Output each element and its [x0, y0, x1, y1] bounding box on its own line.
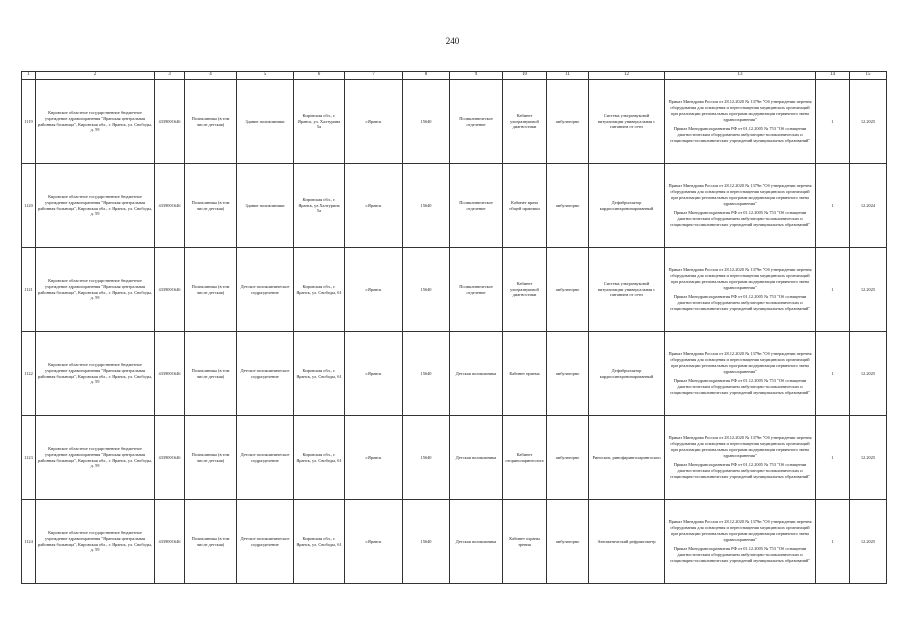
facility-type-cell: Поликлиника (в том числе детская) — [185, 164, 237, 248]
equipment-cell: Система ультразвуковой визуализации универсальная с питанием от сети — [589, 248, 665, 332]
deadline-cell: 12.2025 — [850, 332, 887, 416]
quantity-cell: 1 — [816, 332, 850, 416]
oktmo-cell: 15640 — [403, 416, 450, 500]
row-number: 1123 — [22, 416, 36, 500]
column-header: 9 — [450, 72, 503, 80]
page-number: 240 — [445, 36, 460, 46]
equipment-cell: Дефибриллятор кардиосинхронизированный — [589, 164, 665, 248]
column-header: 15 — [850, 72, 887, 80]
room-cell: Кабинет врача общей практики — [503, 164, 547, 248]
deadline-cell: 12.2025 — [850, 500, 887, 584]
regulation-order-753: Приказ Минздравсоцразвития РФ от 01.12.2005 № 753 "Об оснащении диагностическим оборудованием амбулаторно-поликлинических и стационарно-поликлинических учреждений муниципальных образований" — [669, 210, 811, 227]
equipment-cell: Автоматический рефрактометр — [589, 500, 665, 584]
oktmo-cell: 15640 — [403, 164, 450, 248]
regulation-order-753: Приказ Минздравсоцразвития РФ от 01.12.2005 № 753 "Об оснащении диагностическим оборудованием амбулаторно-поликлинических и стационарно-поликлинических учреждений муниципальных образований" — [669, 294, 811, 311]
quantity-cell: 1 — [816, 416, 850, 500]
column-header: 4 — [185, 72, 237, 80]
column-header: 7 — [345, 72, 403, 80]
equipment-cell: Система ультразвуковой визуализации универсальная с питанием от сети — [589, 80, 665, 164]
quantity-cell: 1 — [816, 80, 850, 164]
inn-cell: 4339001646 — [155, 500, 185, 584]
address-cell: Кировская обл., г. Яранск, ул. Свободы, 61 — [294, 248, 345, 332]
room-cell: Кабинет оториноларинголога — [503, 416, 547, 500]
inn-cell: 4339001646 — [155, 80, 185, 164]
regulation-order-1379n: Приказ Минздрава России от 28.12.2020 № 1379н "Об утверждении перечня оборудования для оснащения и переоснащения медицинских организаций при реализации региональных программ модернизации первичного звена здравоохранения" — [668, 267, 812, 290]
facility-type-cell: Поликлиника (в том числе детская) — [185, 500, 237, 584]
locality-cell: г.Яранск — [345, 164, 403, 248]
address-cell: Кировская обл., г. Яранск, ул. Свободы, 61 — [294, 332, 345, 416]
building-cell: Здание поликлиники — [237, 164, 294, 248]
regulation-cell — [665, 500, 816, 584]
care-type-cell: амбулаторно — [547, 416, 589, 500]
equipment-cell: Дефибриллятор кардиосинхронизированный — [589, 332, 665, 416]
column-header: 13 — [665, 72, 816, 80]
regulation-cell — [665, 416, 816, 500]
regulation-cell — [665, 164, 816, 248]
regulation-order-753: Приказ Минздравсоцразвития РФ от 01.12.2005 № 753 "Об оснащении диагностическим оборудованием амбулаторно-поликлинических и стационарно-поликлинических учреждений муниципальных образований" — [669, 462, 811, 479]
facility-type-cell: Поликлиника (в том числе детская) — [185, 416, 237, 500]
department-cell: Детская поликлиника — [450, 500, 503, 584]
locality-cell: г.Яранск — [345, 500, 403, 584]
quantity-cell: 1 — [816, 164, 850, 248]
facility-type-cell: Поликлиника (в том числе детская) — [185, 248, 237, 332]
column-header: 8 — [403, 72, 450, 80]
building-cell: Детское поликлиническое подразделение — [237, 248, 294, 332]
column-header: 3 — [155, 72, 185, 80]
care-type-cell: амбулаторно — [547, 164, 589, 248]
organization-cell: Кировское областное государственное бюджетное учреждение здравоохранения "Яранская центральная районная больница", Кировская обл., г. Яранск, ул. Свободы, д. 59 — [36, 500, 155, 584]
regulation-order-753: Приказ Минздравсоцразвития РФ от 01.12.2005 № 753 "Об оснащении диагностическим оборудованием амбулаторно-поликлинических и стационарно-поликлинических учреждений муниципальных образований" — [669, 378, 811, 395]
deadline-cell: 12.2025 — [850, 416, 887, 500]
regulation-order-1379n: Приказ Минздрава России от 28.12.2020 № 1379н "Об утверждении перечня оборудования для оснащения и переоснащения медицинских организаций при реализации региональных программ модернизации первичного звена здравоохранения" — [668, 519, 812, 542]
row-number: 1120 — [22, 164, 36, 248]
department-cell: Детская поликлиника — [450, 332, 503, 416]
department-cell: Детская поликлиника — [450, 416, 503, 500]
table-row — [22, 248, 887, 332]
oktmo-cell: 15640 — [403, 332, 450, 416]
row-number: 1122 — [22, 332, 36, 416]
address-cell: Кировская обл., г. Яранск, ул. Халтурина 5а — [294, 80, 345, 164]
building-cell: Детское поликлиническое подразделение — [237, 416, 294, 500]
building-cell: Детское поликлиническое подразделение — [237, 500, 294, 584]
care-type-cell: амбулаторно — [547, 500, 589, 584]
room-cell: Кабинет ультразвуковой диагностики — [503, 80, 547, 164]
organization-cell: Кировское областное государственное бюджетное учреждение здравоохранения "Яранская центральная районная больница", Кировская обл., г. Яранск, ул. Свободы, д. 59 — [36, 416, 155, 500]
regulation-cell — [665, 332, 816, 416]
inn-cell: 4339001646 — [155, 332, 185, 416]
table-row — [22, 80, 887, 164]
column-header: 6 — [294, 72, 345, 80]
regulation-order-753: Приказ Минздравсоцразвития РФ от 01.12.2005 № 753 "Об оснащении диагностическим оборудованием амбулаторно-поликлинических и стационарно-поликлинических учреждений муниципальных образований" — [669, 126, 811, 143]
care-type-cell: амбулаторно — [547, 248, 589, 332]
oktmo-cell: 15640 — [403, 500, 450, 584]
column-header: 11 — [547, 72, 589, 80]
room-cell: Кабинет приема — [503, 332, 547, 416]
locality-cell: г.Яранск — [345, 332, 403, 416]
column-header: 12 — [589, 72, 665, 80]
deadline-cell: 12.2024 — [850, 164, 887, 248]
inn-cell: 4339001646 — [155, 164, 185, 248]
address-cell: Кировская обл., г. Яранск, ул. Свободы, 61 — [294, 500, 345, 584]
column-header: 2 — [36, 72, 155, 80]
table-row — [22, 416, 887, 500]
department-cell: Поликлиническое отделение — [450, 80, 503, 164]
regulation-order-1379n: Приказ Минздрава России от 28.12.2020 № 1379н "Об утверждении перечня оборудования для оснащения и переоснащения медицинских организаций при реализации региональных программ модернизации первичного звена здравоохранения" — [668, 351, 812, 374]
equipment-registry-table — [21, 71, 887, 584]
care-type-cell: амбулаторно — [547, 80, 589, 164]
facility-type-cell: Поликлиника (в том числе детская) — [185, 332, 237, 416]
locality-cell: г.Яранск — [345, 80, 403, 164]
row-number: 1119 — [22, 80, 36, 164]
building-cell: Детское поликлиническое подразделение — [237, 332, 294, 416]
regulation-order-1379n: Приказ Минздрава России от 28.12.2020 № 1379н "Об утверждении перечня оборудования для оснащения и переоснащения медицинских организаций при реализации региональных программ модернизации первичного звена здравоохранения" — [668, 99, 812, 122]
row-number: 1121 — [22, 248, 36, 332]
column-header: 5 — [237, 72, 294, 80]
regulation-cell — [665, 80, 816, 164]
locality-cell: г.Яранск — [345, 248, 403, 332]
organization-cell: Кировское областное государственное бюджетное учреждение здравоохранения "Яранская центральная районная больница", Кировская обл., г. Яранск, ул. Свободы, д. 59 — [36, 332, 155, 416]
room-cell: Кабинет охраны зрения — [503, 500, 547, 584]
inn-cell: 4339001646 — [155, 416, 185, 500]
building-cell: Здание поликлиники — [237, 80, 294, 164]
locality-cell: г.Яранск — [345, 416, 403, 500]
department-cell: Поликлиническое отделение — [450, 164, 503, 248]
address-cell: Кировская обл., г. Яранск, ул.Халтурина 5а — [294, 164, 345, 248]
facility-type-cell: Поликлиника (в том числе детская) — [185, 80, 237, 164]
regulation-cell — [665, 248, 816, 332]
inn-cell: 4339001646 — [155, 248, 185, 332]
oktmo-cell: 15640 — [403, 80, 450, 164]
organization-cell: Кировское областное государственное бюджетное учреждение здравоохранения "Яранская центральная районная больница", Кировская обл., г. Яранск, ул. Свободы, д. 59 — [36, 80, 155, 164]
address-cell: Кировская обл., г. Яранск, ул. Свободы, 61 — [294, 416, 345, 500]
column-header: 1 — [22, 72, 36, 80]
department-cell: Поликлиническое отделение — [450, 248, 503, 332]
table-row — [22, 164, 887, 248]
equipment-cell: Риноскоп, ринофаринголарингоскоп — [589, 416, 665, 500]
quantity-cell: 1 — [816, 248, 850, 332]
regulation-order-753: Приказ Минздравсоцразвития РФ от 01.12.2005 № 753 "Об оснащении диагностическим оборудованием амбулаторно-поликлинических и стационарно-поликлинических учреждений муниципальных образований" — [669, 546, 811, 563]
row-number: 1124 — [22, 500, 36, 584]
organization-cell: Кировское областное государственное бюджетное учреждение здравоохранения "Яранская центральная районная больница", Кировская обл., г. Яранск, ул. Свободы, д. 59 — [36, 164, 155, 248]
quantity-cell: 1 — [816, 500, 850, 584]
regulation-order-1379n: Приказ Минздрава России от 28.12.2020 № 1379н "Об утверждении перечня оборудования для оснащения и переоснащения медицинских организаций при реализации региональных программ модернизации первичного звена здравоохранения" — [668, 435, 812, 458]
column-header: 14 — [816, 72, 850, 80]
oktmo-cell: 15640 — [403, 248, 450, 332]
organization-cell: Кировское областное государственное бюджетное учреждение здравоохранения "Яранская центральная районная больница", Кировская обл., г. Яранск, ул. Свободы, д. 59 — [36, 248, 155, 332]
table-row — [22, 500, 887, 584]
deadline-cell: 12.2025 — [850, 248, 887, 332]
regulation-order-1379n: Приказ Минздрава России от 28.12.2020 № 1379н "Об утверждении перечня оборудования для оснащения и переоснащения медицинских организаций при реализации региональных программ модернизации первичного звена здравоохранения" — [668, 183, 812, 206]
room-cell: Кабинет ультразвуковой диагностики — [503, 248, 547, 332]
column-number-row — [22, 72, 887, 80]
deadline-cell: 12.2025 — [850, 80, 887, 164]
column-header: 10 — [503, 72, 547, 80]
table-row — [22, 332, 887, 416]
care-type-cell: амбулаторно — [547, 332, 589, 416]
